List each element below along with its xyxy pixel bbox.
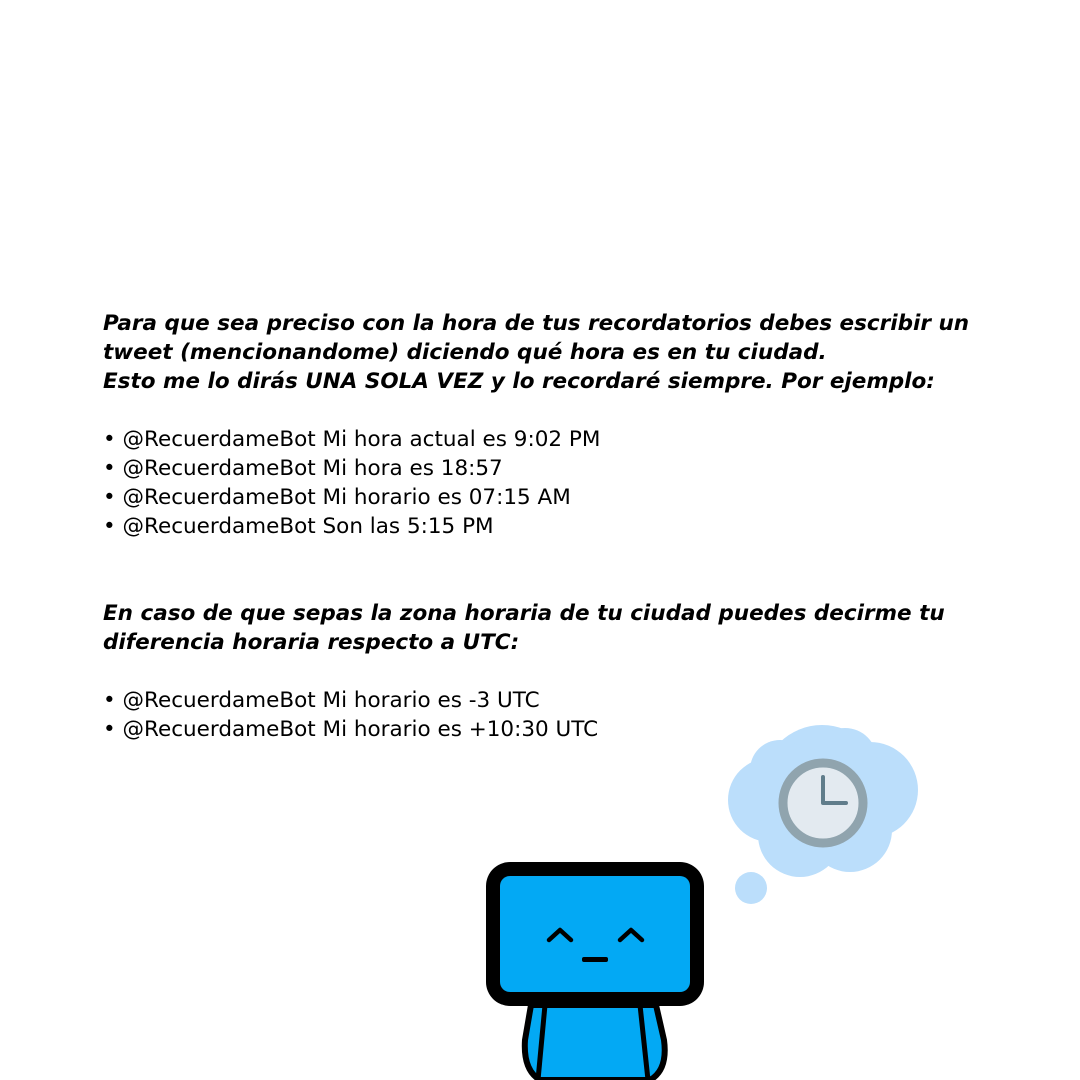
list-item: • @RecuerdameBot Mi horario es 07:15 AM <box>103 485 571 510</box>
utc-line: diferencia horaria respecto a UTC: <box>103 630 520 655</box>
list-item: • @RecuerdameBot Mi hora actual es 9:02 PM <box>103 427 601 452</box>
list-item: • @RecuerdameBot Mi horario es -3 UTC <box>103 688 540 713</box>
list-item: • @RecuerdameBot Son las 5:15 PM <box>103 514 494 539</box>
robot-mascot-icon <box>486 862 704 1080</box>
clock-icon <box>783 763 863 843</box>
list-item: • @RecuerdameBot Mi hora es 18:57 <box>103 456 503 481</box>
list-item: • @RecuerdameBot Mi horario es +10:30 UTC <box>103 717 599 742</box>
intro-line: Esto me lo dirás UNA SOLA VEZ y lo recordaré siempre. Por ejemplo: <box>103 369 935 394</box>
intro-line: Para que sea preciso con la hora de tus recordatorios debes escribir un <box>103 311 970 336</box>
utc-line: En caso de que sepas la zona horaria de tu ciudad puedes decirme tu <box>103 601 945 626</box>
intro-line: tweet (mencionandome) diciendo qué hora es en tu ciudad. <box>103 340 827 365</box>
